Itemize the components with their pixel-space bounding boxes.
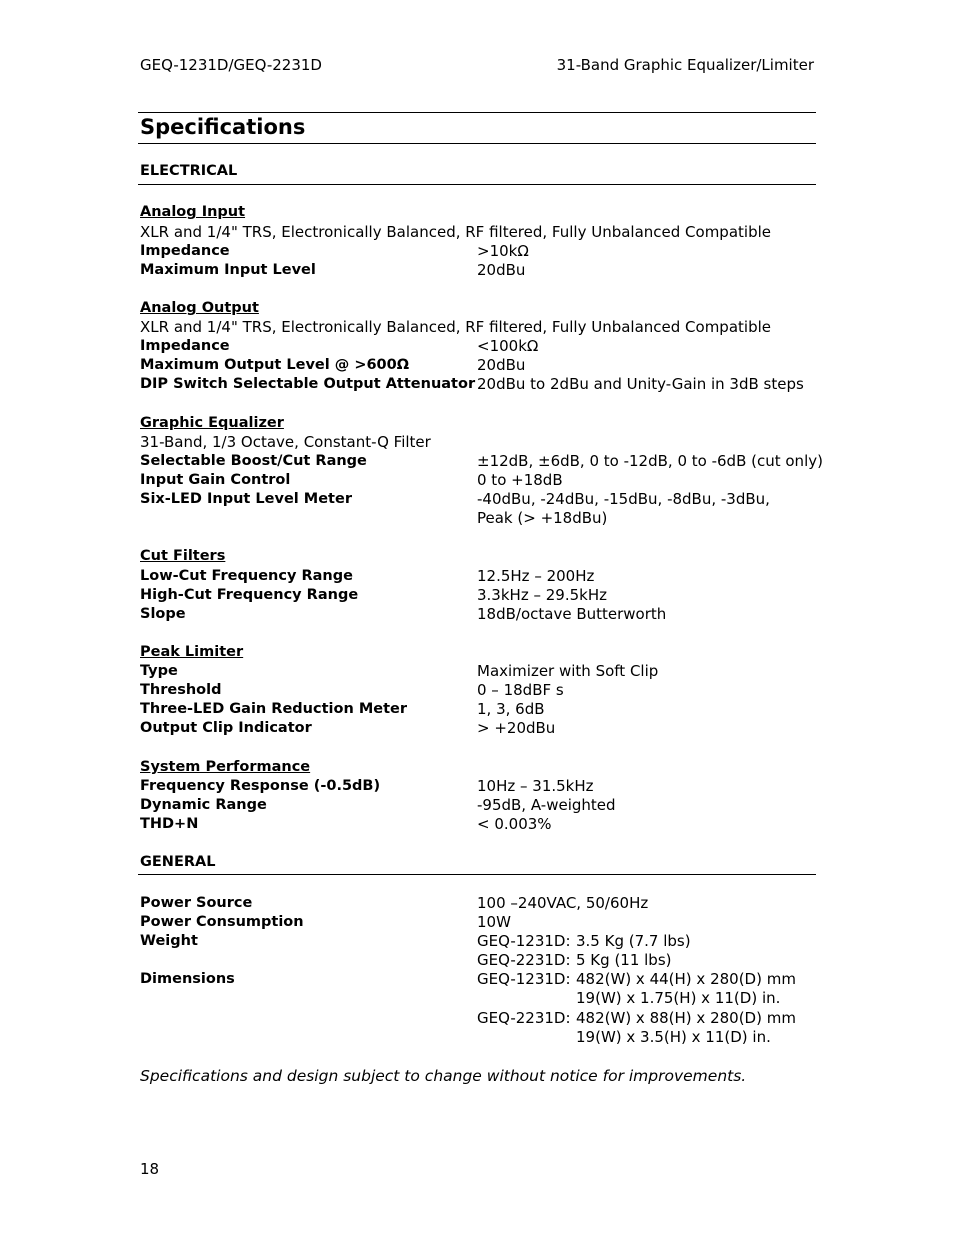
boost-cut-label: Selectable Boost/Cut Range bbox=[140, 453, 367, 469]
graphic-eq-desc: 31-Band, 1/3 Octave, Constant-Q Filter bbox=[140, 433, 431, 451]
peak-limiter-heading: Peak Limiter bbox=[140, 644, 244, 660]
general-rule bbox=[138, 874, 816, 875]
limiter-type-label: Type bbox=[140, 663, 178, 679]
threshold-label: Threshold bbox=[140, 682, 222, 698]
page-title: Specifications bbox=[140, 115, 306, 139]
header-product: 31-Band Graphic Equalizer/Limiter bbox=[556, 56, 814, 74]
dynamic-range-label: Dynamic Range bbox=[140, 797, 267, 813]
power-source-label: Power Source bbox=[140, 895, 253, 911]
input-meter-value-line1: -40dBu, -24dBu, -15dBu, -8dBu, -3dBu, bbox=[477, 490, 770, 508]
dims-metric-1: 482(W) x 44(H) x 280(D) mm bbox=[576, 970, 796, 988]
system-performance-heading: System Performance bbox=[140, 759, 311, 775]
weight-value-2: 5 Kg (11 lbs) bbox=[576, 951, 672, 969]
electrical-rule bbox=[138, 184, 816, 185]
weight-label: Weight bbox=[140, 933, 198, 949]
boost-cut-value: ±12dB, ±6dB, 0 to -12dB, 0 to -6dB (cut only) bbox=[477, 452, 823, 470]
limiter-type-value: Maximizer with Soft Clip bbox=[477, 662, 659, 680]
power-consumption-label: Power Consumption bbox=[140, 914, 304, 930]
slope-label: Slope bbox=[140, 606, 186, 622]
input-gain-value: 0 to +18dB bbox=[477, 471, 563, 489]
gain-reduction-meter-label: Three-LED Gain Reduction Meter bbox=[140, 701, 408, 717]
dip-switch-value: 20dBu to 2dBu and Unity-Gain in 3dB steps bbox=[477, 375, 804, 393]
freq-response-label: Frequency Response (-0.5dB) bbox=[140, 778, 381, 794]
max-output-level-value: 20dBu bbox=[477, 356, 526, 374]
analog-output-desc: XLR and 1/4" TRS, Electronically Balanced, RF filtered, Fully Unbalanced Compatible bbox=[140, 318, 771, 336]
input-impedance-value: >10kΩ bbox=[477, 242, 529, 260]
header-model: GEQ-1231D/GEQ-2231D bbox=[140, 56, 322, 74]
dynamic-range-value: -95dB, A-weighted bbox=[477, 796, 616, 814]
slope-value: 18dB/octave Butterworth bbox=[477, 605, 667, 623]
clip-indicator-label: Output Clip Indicator bbox=[140, 720, 312, 736]
title-bottom-rule bbox=[138, 143, 816, 144]
low-cut-label: Low-Cut Frequency Range bbox=[140, 568, 353, 584]
dims-imperial-1: 19(W) x 1.75(H) x 11(D) in. bbox=[576, 989, 781, 1007]
dip-switch-label: DIP Switch Selectable Output Attenuator bbox=[140, 376, 476, 392]
input-meter-value-line2: Peak (> +18dBu) bbox=[477, 509, 608, 527]
input-impedance-label: Impedance bbox=[140, 243, 230, 259]
power-consumption-value: 10W bbox=[477, 913, 511, 931]
weight-model-2: GEQ-2231D: bbox=[477, 951, 571, 969]
output-impedance-value: <100kΩ bbox=[477, 337, 539, 355]
thd-label: THD+N bbox=[140, 816, 199, 832]
section-electrical-heading: ELECTRICAL bbox=[140, 163, 238, 179]
weight-model-1: GEQ-1231D: bbox=[477, 932, 571, 950]
footnote: Specifications and design subject to change without notice for improvements. bbox=[140, 1067, 747, 1085]
section-general-heading: GENERAL bbox=[140, 854, 216, 870]
dims-metric-2: 482(W) x 88(H) x 280(D) mm bbox=[576, 1009, 796, 1027]
threshold-value: 0 – 18dBF s bbox=[477, 681, 564, 699]
input-meter-label: Six-LED Input Level Meter bbox=[140, 491, 352, 507]
weight-value-1: 3.5 Kg (7.7 lbs) bbox=[576, 932, 691, 950]
max-input-level-label: Maximum Input Level bbox=[140, 262, 316, 278]
analog-input-heading: Analog Input bbox=[140, 204, 246, 220]
output-impedance-label: Impedance bbox=[140, 338, 230, 354]
clip-indicator-value: > +20dBu bbox=[477, 719, 556, 737]
input-gain-label: Input Gain Control bbox=[140, 472, 291, 488]
freq-response-value: 10Hz – 31.5kHz bbox=[477, 777, 594, 795]
high-cut-value: 3.3kHz – 29.5kHz bbox=[477, 586, 607, 604]
dims-model-1: GEQ-1231D: bbox=[477, 970, 571, 988]
low-cut-value: 12.5Hz – 200Hz bbox=[477, 567, 595, 585]
max-input-level-value: 20dBu bbox=[477, 261, 526, 279]
graphic-eq-heading: Graphic Equalizer bbox=[140, 415, 284, 431]
dims-imperial-2: 19(W) x 3.5(H) x 11(D) in. bbox=[576, 1028, 771, 1046]
high-cut-label: High-Cut Frequency Range bbox=[140, 587, 359, 603]
dims-model-2: GEQ-2231D: bbox=[477, 1009, 571, 1027]
gain-reduction-meter-value: 1, 3, 6dB bbox=[477, 700, 545, 718]
power-source-value: 100 –240VAC, 50/60Hz bbox=[477, 894, 649, 912]
thd-value: < 0.003% bbox=[477, 815, 552, 833]
max-output-level-label: Maximum Output Level @ >600Ω bbox=[140, 357, 410, 373]
page-number: 18 bbox=[140, 1160, 160, 1178]
analog-input-desc: XLR and 1/4" TRS, Electronically Balanced, RF filtered, Fully Unbalanced Compatible bbox=[140, 223, 771, 241]
title-top-rule bbox=[138, 112, 816, 113]
cut-filters-heading: Cut Filters bbox=[140, 548, 226, 564]
analog-output-heading: Analog Output bbox=[140, 300, 259, 316]
dimensions-label: Dimensions bbox=[140, 971, 235, 987]
